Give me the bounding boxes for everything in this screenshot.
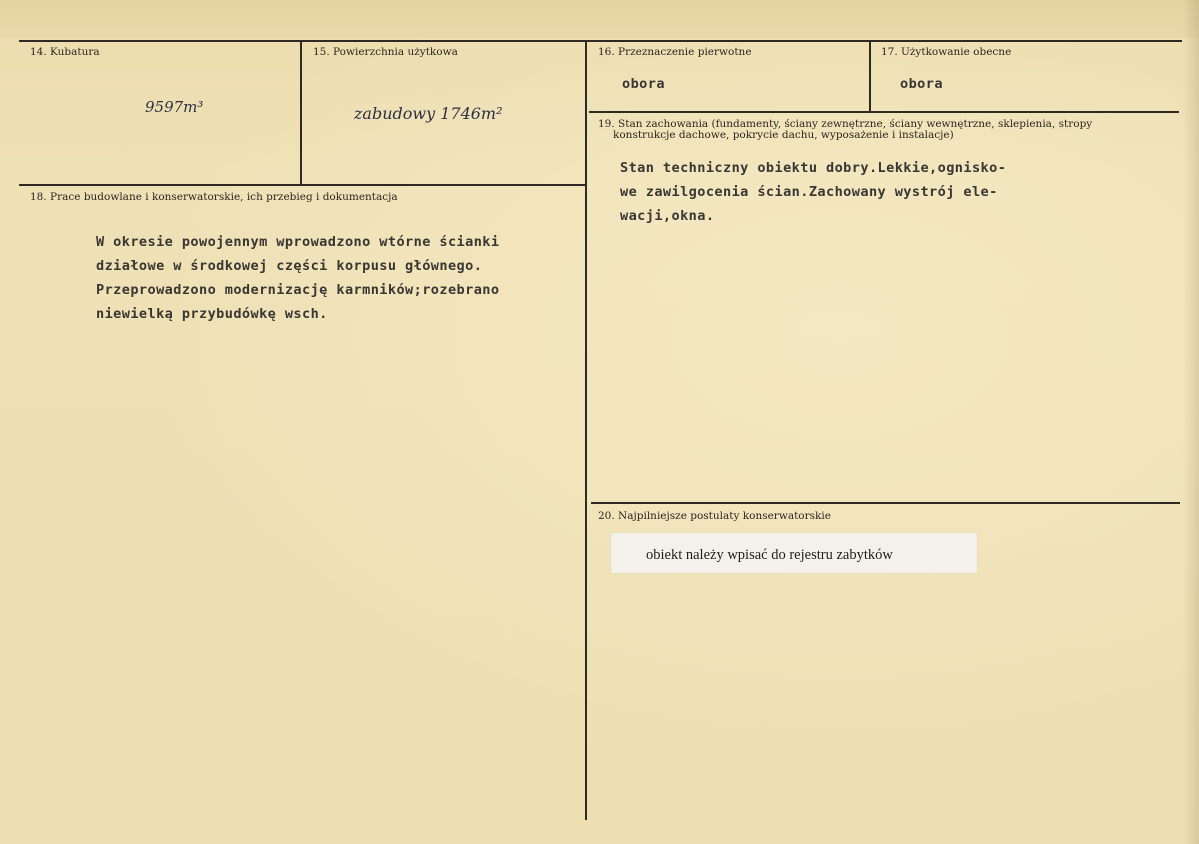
field-19-label-cont: konstrukcje dachowe, pokrycie dachu, wyposażenie i instalacje) bbox=[613, 129, 954, 141]
field-17-label: 17. Użytkowanie obecne bbox=[881, 46, 1012, 58]
grid-line-center bbox=[585, 40, 587, 820]
field-17-value: obora bbox=[900, 76, 943, 92]
field-15-value: zabudowy 1746m² bbox=[354, 104, 503, 123]
pasted-note-text: obiekt należy wpisać do rejestru zabytków bbox=[646, 547, 893, 563]
field-18-line-4: niewielką przybudówkę wsch. bbox=[96, 306, 328, 322]
grid-line-row1-left bbox=[19, 184, 585, 186]
grid-line-v3 bbox=[869, 40, 871, 112]
field-18-line-1: W okresie powojennym wprowadzono wtórne ścianki bbox=[96, 234, 500, 250]
field-19-label: 19. Stan zachowania (fundamenty, ściany zewnętrzne, ściany wewnętrzne, sklepienia, stropy bbox=[598, 118, 1093, 130]
pasted-note bbox=[611, 533, 977, 573]
field-18-line-3: Przeprowadzono modernizację karmników;rozebrano bbox=[96, 282, 500, 298]
grid-line-v1 bbox=[300, 40, 302, 184]
field-19-line-1: Stan techniczny obiektu dobry.Lekkie,ognisko- bbox=[620, 160, 1007, 176]
field-18-line-2: działowe w środkowej części korpusu głównego. bbox=[96, 258, 483, 274]
field-16-value: obora bbox=[622, 76, 665, 92]
grid-line-section20 bbox=[591, 502, 1180, 504]
field-19-line-3: wacji,okna. bbox=[620, 208, 715, 224]
grid-line-top bbox=[19, 40, 1182, 42]
field-20-label: 20. Najpilniejsze postulaty konserwatorskie bbox=[598, 510, 831, 522]
field-14-label: 14. Kubatura bbox=[30, 46, 100, 58]
field-19-line-2: we zawilgocenia ścian.Zachowany wystrój ele- bbox=[620, 184, 998, 200]
page-edge-shadow bbox=[1183, 0, 1199, 844]
field-18-label: 18. Prace budowlane i konserwatorskie, ich przebieg i dokumentacja bbox=[30, 191, 398, 203]
field-15-label: 15. Powierzchnia użytkowa bbox=[313, 46, 458, 58]
field-14-value: 9597m³ bbox=[145, 98, 204, 116]
page-top-margin bbox=[0, 0, 1199, 38]
grid-line-row1-right bbox=[589, 111, 1179, 113]
field-16-label: 16. Przeznaczenie pierwotne bbox=[598, 46, 752, 58]
